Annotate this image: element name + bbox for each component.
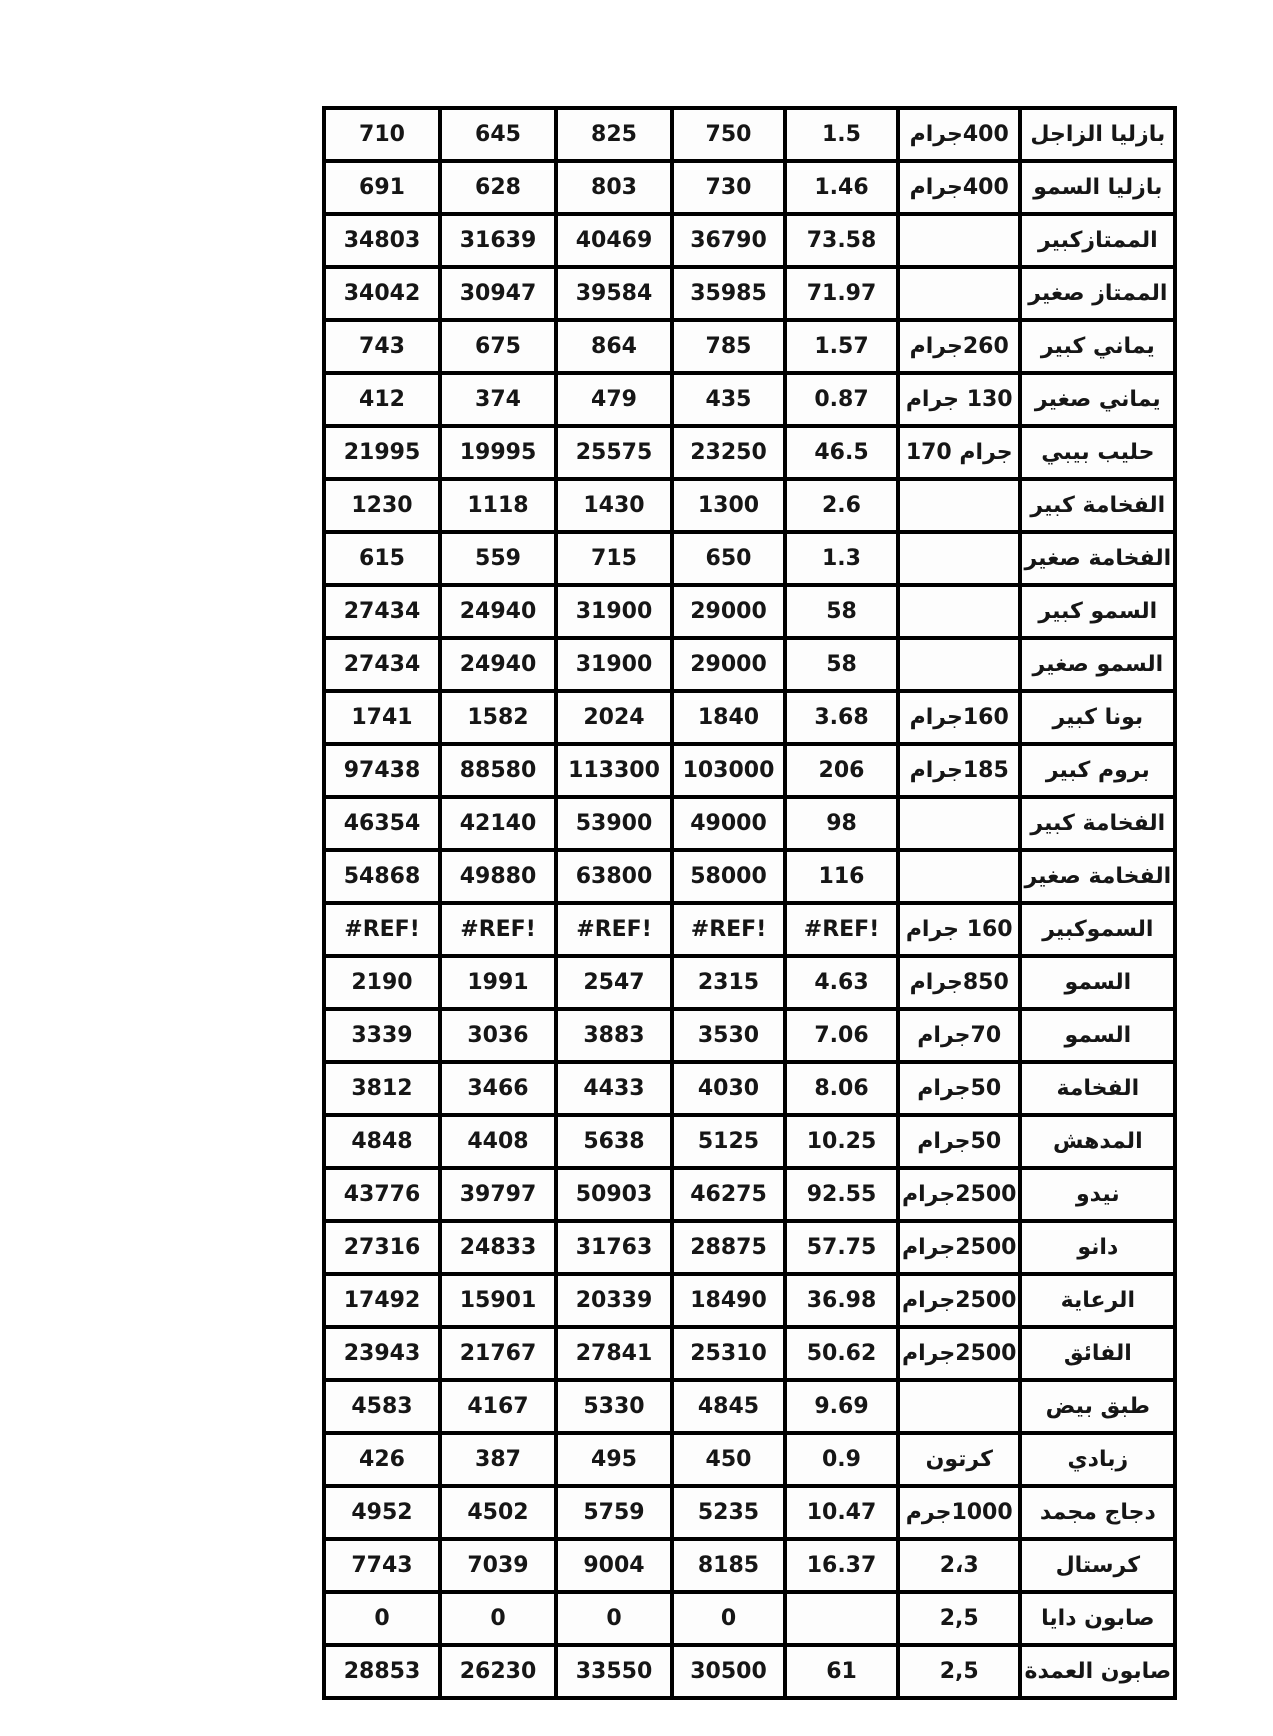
unit-cell[interactable]: 70جرام <box>898 1009 1020 1062</box>
value-d-cell[interactable]: 18490 <box>672 1274 785 1327</box>
unit-cell[interactable]: 400جرام <box>898 108 1020 161</box>
ratio-cell[interactable]: 10.25 <box>785 1115 898 1168</box>
ratio-cell[interactable]: 3.68 <box>785 691 898 744</box>
unit-cell[interactable]: 2,5 <box>898 1592 1020 1645</box>
value-c-cell[interactable]: 803 <box>556 161 672 214</box>
ratio-cell[interactable]: 1.5 <box>785 108 898 161</box>
ratio-cell[interactable]: 57.75 <box>785 1221 898 1274</box>
ratio-cell[interactable]: 9.69 <box>785 1380 898 1433</box>
value-c-cell[interactable]: 864 <box>556 320 672 373</box>
product-name-cell[interactable]: الفخامة <box>1020 1062 1175 1115</box>
value-a-cell[interactable]: 0 <box>324 1592 440 1645</box>
product-name-cell[interactable]: السمو <box>1020 1009 1175 1062</box>
ratio-cell[interactable]: 116 <box>785 850 898 903</box>
value-b-cell[interactable]: 1118 <box>440 479 556 532</box>
table-row <box>324 1009 1175 1062</box>
value-c-cell[interactable]: 5759 <box>556 1486 672 1539</box>
value-c-cell[interactable]: 715 <box>556 532 672 585</box>
product-name-cell[interactable]: الفخامة كبير <box>1020 797 1175 850</box>
value-b-cell[interactable]: 42140 <box>440 797 556 850</box>
value-b-cell[interactable]: 24940 <box>440 585 556 638</box>
value-d-cell[interactable]: 3530 <box>672 1009 785 1062</box>
unit-cell[interactable]: 2500جرام <box>898 1221 1020 1274</box>
unit-cell[interactable] <box>898 797 1020 850</box>
product-name-cell[interactable]: السموكبير <box>1020 903 1175 956</box>
unit-cell[interactable]: كرتون <box>898 1433 1020 1486</box>
value-a-cell[interactable]: 28853 <box>324 1645 440 1698</box>
ratio-cell[interactable]: 16.37 <box>785 1539 898 1592</box>
value-b-cell[interactable]: 88580 <box>440 744 556 797</box>
value-b-cell[interactable]: 30947 <box>440 267 556 320</box>
product-name-cell[interactable]: بروم كبير <box>1020 744 1175 797</box>
value-d-cell[interactable]: 28875 <box>672 1221 785 1274</box>
value-b-cell[interactable]: 39797 <box>440 1168 556 1221</box>
product-name-cell[interactable]: الفخامة صغير <box>1020 850 1175 903</box>
unit-cell[interactable]: 2500جرام <box>898 1327 1020 1380</box>
value-c-cell[interactable]: 31763 <box>556 1221 672 1274</box>
table-row <box>324 1380 1175 1433</box>
product-name-cell[interactable]: حليب بيبي <box>1020 426 1175 479</box>
value-a-cell[interactable]: 34803 <box>324 214 440 267</box>
table-row <box>324 214 1175 267</box>
value-b-cell[interactable]: 1582 <box>440 691 556 744</box>
product-name-cell[interactable]: السمو صغير <box>1020 638 1175 691</box>
value-a-cell[interactable]: 43776 <box>324 1168 440 1221</box>
value-b-cell[interactable]: 3036 <box>440 1009 556 1062</box>
value-c-cell[interactable]: 0 <box>556 1592 672 1645</box>
product-name-cell[interactable]: الفخامة كبير <box>1020 479 1175 532</box>
unit-cell[interactable]: 50جرام <box>898 1062 1020 1115</box>
value-d-cell[interactable]: 435 <box>672 373 785 426</box>
unit-cell[interactable]: 2500جرام <box>898 1168 1020 1221</box>
unit-cell[interactable]: 260جرام <box>898 320 1020 373</box>
unit-cell[interactable]: 50جرام <box>898 1115 1020 1168</box>
ratio-cell[interactable]: 71.97 <box>785 267 898 320</box>
value-d-cell[interactable]: 1300 <box>672 479 785 532</box>
value-a-cell[interactable]: 743 <box>324 320 440 373</box>
value-c-cell[interactable]: 33550 <box>556 1645 672 1698</box>
table-row <box>324 1539 1175 1592</box>
table-row <box>324 373 1175 426</box>
value-a-cell[interactable]: #REF! <box>324 903 440 956</box>
ratio-cell[interactable]: 73.58 <box>785 214 898 267</box>
value-b-cell[interactable]: 19995 <box>440 426 556 479</box>
value-d-cell[interactable]: 730 <box>672 161 785 214</box>
table-row <box>324 1115 1175 1168</box>
value-a-cell[interactable]: 46354 <box>324 797 440 850</box>
value-d-cell[interactable]: 36790 <box>672 214 785 267</box>
value-b-cell[interactable]: 31639 <box>440 214 556 267</box>
value-a-cell[interactable]: 691 <box>324 161 440 214</box>
value-b-cell[interactable]: 24940 <box>440 638 556 691</box>
price-table-body <box>324 108 1175 1698</box>
value-a-cell[interactable]: 97438 <box>324 744 440 797</box>
table-row <box>324 161 1175 214</box>
unit-cell[interactable]: 850جرام <box>898 956 1020 1009</box>
value-d-cell[interactable]: 25310 <box>672 1327 785 1380</box>
table-row <box>324 1062 1175 1115</box>
table-row <box>324 691 1175 744</box>
table-row <box>324 956 1175 1009</box>
ratio-cell[interactable]: 50.62 <box>785 1327 898 1380</box>
product-name-cell[interactable]: المدهش <box>1020 1115 1175 1168</box>
value-a-cell[interactable]: 710 <box>324 108 440 161</box>
value-c-cell[interactable]: 5638 <box>556 1115 672 1168</box>
ratio-cell[interactable]: 4.63 <box>785 956 898 1009</box>
value-d-cell[interactable]: 450 <box>672 1433 785 1486</box>
value-b-cell[interactable]: 0 <box>440 1592 556 1645</box>
value-c-cell[interactable]: 50903 <box>556 1168 672 1221</box>
value-d-cell[interactable]: 5235 <box>672 1486 785 1539</box>
value-c-cell[interactable]: 495 <box>556 1433 672 1486</box>
value-a-cell[interactable]: 21995 <box>324 426 440 479</box>
value-a-cell[interactable]: 615 <box>324 532 440 585</box>
unit-cell[interactable] <box>898 479 1020 532</box>
value-d-cell[interactable]: 103000 <box>672 744 785 797</box>
value-a-cell[interactable]: 3339 <box>324 1009 440 1062</box>
value-b-cell[interactable]: 15901 <box>440 1274 556 1327</box>
product-name-cell[interactable]: بازليا الزاجل <box>1020 108 1175 161</box>
value-c-cell[interactable]: 4433 <box>556 1062 672 1115</box>
value-d-cell[interactable]: 49000 <box>672 797 785 850</box>
table-row <box>324 320 1175 373</box>
ratio-cell[interactable]: 98 <box>785 797 898 850</box>
value-d-cell[interactable]: 2315 <box>672 956 785 1009</box>
value-d-cell[interactable]: 785 <box>672 320 785 373</box>
product-name-cell[interactable]: الفائق <box>1020 1327 1175 1380</box>
value-d-cell[interactable]: 8185 <box>672 1539 785 1592</box>
value-a-cell[interactable]: 7743 <box>324 1539 440 1592</box>
unit-cell[interactable]: 400جرام <box>898 161 1020 214</box>
value-d-cell[interactable]: 1840 <box>672 691 785 744</box>
unit-cell[interactable]: 130 جرام <box>898 373 1020 426</box>
table-row <box>324 1592 1175 1645</box>
ratio-cell[interactable]: 0.9 <box>785 1433 898 1486</box>
value-c-cell[interactable]: 31900 <box>556 638 672 691</box>
table-row <box>324 903 1175 956</box>
value-c-cell[interactable]: 5330 <box>556 1380 672 1433</box>
value-d-cell[interactable]: 58000 <box>672 850 785 903</box>
value-c-cell[interactable]: 113300 <box>556 744 672 797</box>
value-b-cell[interactable]: 26230 <box>440 1645 556 1698</box>
product-name-cell[interactable]: زبادي <box>1020 1433 1175 1486</box>
value-b-cell[interactable]: 4408 <box>440 1115 556 1168</box>
product-name-cell[interactable]: صابون العمدة <box>1020 1645 1175 1698</box>
table-row <box>324 267 1175 320</box>
unit-cell[interactable]: جرام 170 <box>898 426 1020 479</box>
value-a-cell[interactable]: 27434 <box>324 638 440 691</box>
ratio-cell[interactable]: 10.47 <box>785 1486 898 1539</box>
value-b-cell[interactable]: 374 <box>440 373 556 426</box>
value-d-cell[interactable]: 29000 <box>672 585 785 638</box>
value-a-cell[interactable]: 54868 <box>324 850 440 903</box>
value-a-cell[interactable]: 27316 <box>324 1221 440 1274</box>
table-row <box>324 479 1175 532</box>
unit-cell[interactable] <box>898 585 1020 638</box>
table-row <box>324 1486 1175 1539</box>
ratio-cell[interactable]: 46.5 <box>785 426 898 479</box>
value-d-cell[interactable]: 650 <box>672 532 785 585</box>
value-c-cell[interactable]: 53900 <box>556 797 672 850</box>
ratio-cell[interactable]: 92.55 <box>785 1168 898 1221</box>
ratio-cell[interactable] <box>785 1592 898 1645</box>
value-c-cell[interactable]: 2024 <box>556 691 672 744</box>
value-c-cell[interactable]: 9004 <box>556 1539 672 1592</box>
unit-cell[interactable] <box>898 850 1020 903</box>
product-name-cell[interactable]: الممتاز صغير <box>1020 267 1175 320</box>
product-name-cell[interactable]: طبق بيض <box>1020 1380 1175 1433</box>
value-c-cell[interactable]: 20339 <box>556 1274 672 1327</box>
ratio-cell[interactable]: 61 <box>785 1645 898 1698</box>
unit-cell[interactable]: 2,5 <box>898 1645 1020 1698</box>
table-row <box>324 1645 1175 1698</box>
value-d-cell[interactable]: 35985 <box>672 267 785 320</box>
product-name-cell[interactable]: الفخامة صغير <box>1020 532 1175 585</box>
product-name-cell[interactable]: نيدو <box>1020 1168 1175 1221</box>
product-name-cell[interactable]: السمو <box>1020 956 1175 1009</box>
value-d-cell[interactable]: 46275 <box>672 1168 785 1221</box>
table-row <box>324 797 1175 850</box>
unit-cell[interactable] <box>898 638 1020 691</box>
value-c-cell[interactable]: 2547 <box>556 956 672 1009</box>
value-c-cell[interactable]: 1430 <box>556 479 672 532</box>
product-name-cell[interactable]: الممتازكبير <box>1020 214 1175 267</box>
unit-cell[interactable]: 1000جرم <box>898 1486 1020 1539</box>
product-name-cell[interactable]: كرستال <box>1020 1539 1175 1592</box>
table-row <box>324 532 1175 585</box>
value-d-cell[interactable]: 29000 <box>672 638 785 691</box>
value-d-cell[interactable]: 750 <box>672 108 785 161</box>
unit-cell[interactable] <box>898 214 1020 267</box>
unit-cell[interactable] <box>898 1380 1020 1433</box>
value-a-cell[interactable]: 4848 <box>324 1115 440 1168</box>
value-b-cell[interactable]: 1991 <box>440 956 556 1009</box>
value-b-cell[interactable]: #REF! <box>440 903 556 956</box>
ratio-cell[interactable]: 58 <box>785 585 898 638</box>
value-c-cell[interactable]: 40469 <box>556 214 672 267</box>
unit-cell[interactable]: 2،3 <box>898 1539 1020 1592</box>
value-b-cell[interactable]: 675 <box>440 320 556 373</box>
product-name-cell[interactable]: بونا كبير <box>1020 691 1175 744</box>
product-name-cell[interactable]: دجاج مجمد <box>1020 1486 1175 1539</box>
value-a-cell[interactable]: 412 <box>324 373 440 426</box>
value-a-cell[interactable]: 17492 <box>324 1274 440 1327</box>
value-b-cell[interactable]: 4167 <box>440 1380 556 1433</box>
value-a-cell[interactable]: 1741 <box>324 691 440 744</box>
value-d-cell[interactable]: 0 <box>672 1592 785 1645</box>
value-d-cell[interactable]: 23250 <box>672 426 785 479</box>
value-b-cell[interactable]: 628 <box>440 161 556 214</box>
product-name-cell[interactable]: بازليا السمو <box>1020 161 1175 214</box>
value-c-cell[interactable]: 63800 <box>556 850 672 903</box>
value-c-cell[interactable]: 3883 <box>556 1009 672 1062</box>
unit-cell[interactable]: 160 جرام <box>898 903 1020 956</box>
value-d-cell[interactable]: 30500 <box>672 1645 785 1698</box>
value-b-cell[interactable]: 21767 <box>440 1327 556 1380</box>
ratio-cell[interactable]: 36.98 <box>785 1274 898 1327</box>
value-b-cell[interactable]: 3466 <box>440 1062 556 1115</box>
value-a-cell[interactable]: 1230 <box>324 479 440 532</box>
value-b-cell[interactable]: 24833 <box>440 1221 556 1274</box>
ratio-cell[interactable]: 7.06 <box>785 1009 898 1062</box>
value-c-cell[interactable]: #REF! <box>556 903 672 956</box>
value-b-cell[interactable]: 4502 <box>440 1486 556 1539</box>
ratio-cell[interactable]: #REF! <box>785 903 898 956</box>
table-row <box>324 1274 1175 1327</box>
value-c-cell[interactable]: 39584 <box>556 267 672 320</box>
unit-cell[interactable] <box>898 267 1020 320</box>
product-name-cell[interactable]: السمو كبير <box>1020 585 1175 638</box>
table-row <box>324 108 1175 161</box>
unit-cell[interactable] <box>898 532 1020 585</box>
ratio-cell[interactable]: 8.06 <box>785 1062 898 1115</box>
value-d-cell[interactable]: 5125 <box>672 1115 785 1168</box>
ratio-cell[interactable]: 2.6 <box>785 479 898 532</box>
product-name-cell[interactable]: الرعاية <box>1020 1274 1175 1327</box>
value-c-cell[interactable]: 25575 <box>556 426 672 479</box>
value-c-cell[interactable]: 27841 <box>556 1327 672 1380</box>
product-name-cell[interactable]: يماني صغير <box>1020 373 1175 426</box>
value-c-cell[interactable]: 825 <box>556 108 672 161</box>
value-d-cell[interactable]: #REF! <box>672 903 785 956</box>
value-a-cell[interactable]: 34042 <box>324 267 440 320</box>
value-a-cell[interactable]: 4583 <box>324 1380 440 1433</box>
spreadsheet-area <box>322 106 1177 1700</box>
value-a-cell[interactable]: 2190 <box>324 956 440 1009</box>
table-row <box>324 585 1175 638</box>
product-name-cell[interactable]: دانو <box>1020 1221 1175 1274</box>
unit-cell[interactable]: 160جرام <box>898 691 1020 744</box>
value-b-cell[interactable]: 49880 <box>440 850 556 903</box>
table-row <box>324 744 1175 797</box>
value-a-cell[interactable]: 4952 <box>324 1486 440 1539</box>
ratio-cell[interactable]: 206 <box>785 744 898 797</box>
value-b-cell[interactable]: 645 <box>440 108 556 161</box>
value-d-cell[interactable]: 4845 <box>672 1380 785 1433</box>
value-c-cell[interactable]: 31900 <box>556 585 672 638</box>
unit-cell[interactable]: 2500جرام <box>898 1274 1020 1327</box>
ratio-cell[interactable]: 58 <box>785 638 898 691</box>
value-b-cell[interactable]: 559 <box>440 532 556 585</box>
value-a-cell[interactable]: 3812 <box>324 1062 440 1115</box>
value-b-cell[interactable]: 7039 <box>440 1539 556 1592</box>
value-a-cell[interactable]: 426 <box>324 1433 440 1486</box>
value-d-cell[interactable]: 4030 <box>672 1062 785 1115</box>
value-a-cell[interactable]: 23943 <box>324 1327 440 1380</box>
ratio-cell[interactable]: 1.57 <box>785 320 898 373</box>
value-c-cell[interactable]: 479 <box>556 373 672 426</box>
table-row <box>324 1433 1175 1486</box>
product-name-cell[interactable]: صابون دايا <box>1020 1592 1175 1645</box>
unit-cell[interactable]: 185جرام <box>898 744 1020 797</box>
value-b-cell[interactable]: 387 <box>440 1433 556 1486</box>
ratio-cell[interactable]: 1.3 <box>785 532 898 585</box>
ratio-cell[interactable]: 1.46 <box>785 161 898 214</box>
table-row <box>324 1327 1175 1380</box>
table-row <box>324 426 1175 479</box>
price-table <box>322 106 1177 1700</box>
value-a-cell[interactable]: 27434 <box>324 585 440 638</box>
table-row <box>324 1221 1175 1274</box>
table-row <box>324 1168 1175 1221</box>
table-row <box>324 850 1175 903</box>
ratio-cell[interactable]: 0.87 <box>785 373 898 426</box>
table-row <box>324 638 1175 691</box>
product-name-cell[interactable]: يماني كبير <box>1020 320 1175 373</box>
